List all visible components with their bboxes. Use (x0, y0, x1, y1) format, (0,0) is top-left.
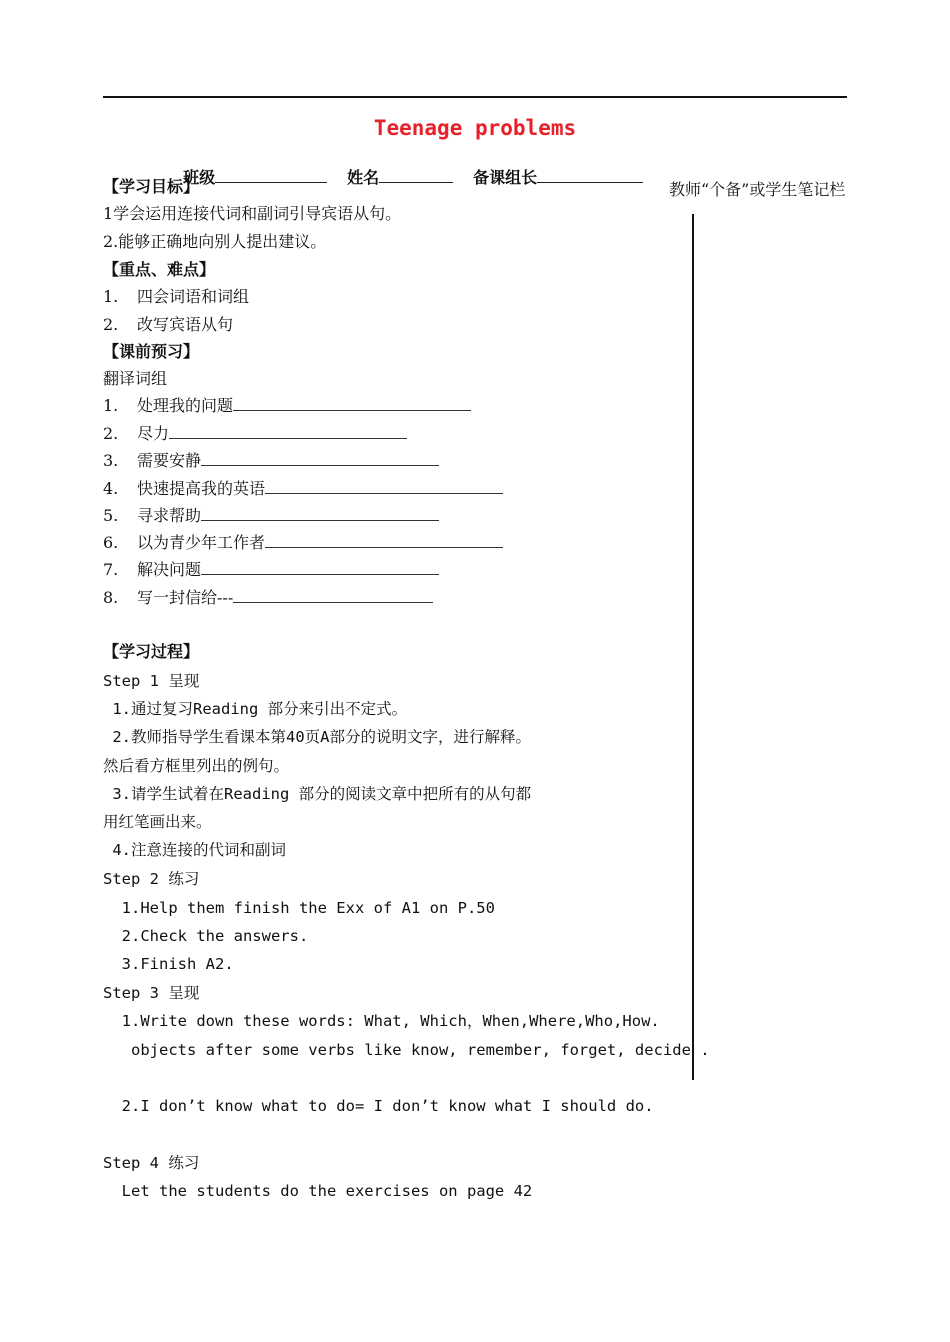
preview-item: 1. 处理我的问题 (103, 396, 471, 416)
key-item: 1. 四会词语和词组 (103, 287, 250, 306)
page-title: Teenage problems (373, 116, 577, 140)
step-heading: Step 1 呈现 (103, 672, 200, 690)
key-item: 2. 改写宾语从句 (103, 315, 234, 334)
preview-item: 6. 以为青少年工作者 (103, 533, 503, 553)
notes-column-label: 教师“个备”或学生笔记栏 (669, 180, 846, 199)
answer-blank[interactable] (201, 506, 439, 521)
step-item: 1.Help them finish the Exx of A1 on P.50 (103, 899, 495, 917)
name-label: 姓名 (347, 168, 380, 187)
section-goals: 【学习目标】 (103, 177, 200, 196)
answer-blank[interactable] (169, 424, 407, 439)
notes-divider (692, 214, 694, 1080)
answer-blank[interactable] (201, 451, 439, 466)
preview-item: 8. 写一封信给--- (103, 588, 433, 608)
leader-label: 备课组长 (473, 168, 538, 187)
class-label: 班级 (183, 168, 216, 187)
goal-item: 2.能够正确地向别人提出建议。 (103, 232, 327, 251)
answer-blank[interactable] (265, 479, 503, 494)
preview-item: 4. 快速提高我的英语 (103, 479, 503, 499)
answer-blank[interactable] (265, 533, 503, 548)
class-blank[interactable] (215, 166, 327, 183)
section-preview: 【课前预习】 (103, 342, 200, 361)
step-item: 2.教师指导学生看课本第40页A部分的说明文字，进行解释。 (103, 728, 531, 746)
goal-item: 1学会运用连接代词和副词引导宾语从句。 (103, 204, 402, 223)
header-info-row (172, 146, 643, 188)
step-item: 3.请学生试着在Reading 部分的阅读文章中把所有的从句都 (103, 785, 532, 803)
preview-item: 5. 寻求帮助 (103, 506, 439, 526)
step-item: 2.Check the answers. (103, 927, 309, 945)
preview-item: 3. 需要安静 (103, 451, 439, 471)
top-rule (103, 96, 847, 98)
leader-blank[interactable] (537, 166, 643, 183)
preview-item: 7. 解决问题 (103, 560, 439, 580)
name-blank[interactable] (379, 166, 453, 183)
step-item: objects after some verbs like know, remember, forget, decide . (103, 1041, 710, 1059)
answer-blank[interactable] (201, 560, 439, 575)
step-item: Let the students do the exercises on page 42 (103, 1182, 533, 1200)
step-item: 1.Write down these words: What, Which，When,Where,Who,How. (103, 1012, 660, 1030)
step-item: 4.注意连接的代词和副词 (103, 841, 286, 859)
step-item: 2.I don’t know what to do= I don’t know what I should do. (103, 1097, 654, 1115)
step-item: 然后看方框里列出的例句。 (103, 757, 290, 775)
answer-blank[interactable] (233, 588, 433, 603)
step-item: 1.通过复习Reading 部分来引出不定式。 (103, 700, 408, 718)
section-process: 【学习过程】 (103, 642, 200, 661)
preview-subtitle: 翻译词组 (103, 369, 168, 388)
step-item: 3.Finish A2. (103, 955, 234, 973)
preview-item: 2. 尽力 (103, 424, 407, 444)
section-key: 【重点、难点】 (103, 260, 216, 279)
step-item: 用红笔画出来。 (103, 813, 212, 831)
step-heading: Step 3 呈现 (103, 984, 200, 1002)
answer-blank[interactable] (233, 396, 471, 411)
step-heading: Step 4 练习 (103, 1154, 200, 1172)
step-heading: Step 2 练习 (103, 870, 200, 888)
